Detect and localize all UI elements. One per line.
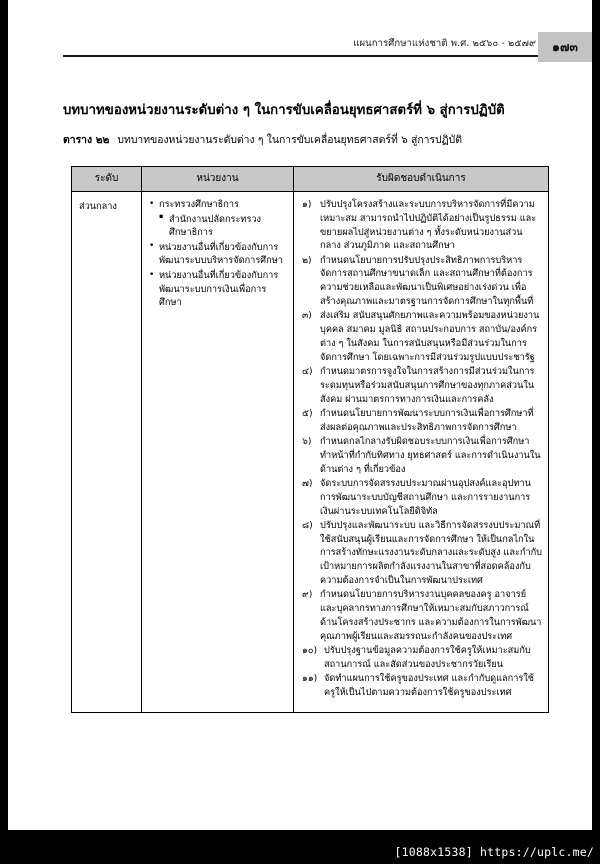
list-item-text: จัดระบบการจัดสรรงบประมาณผ่านอุปสงค์และอุปทาน การพัฒนาระบบบัญชีสถานศึกษา และการรายงานการเงินผ่านระบบเทคโนโลยีดิจิทัล [320, 477, 531, 517]
list-item [302, 198, 542, 253]
agency-list [148, 198, 288, 310]
list-item-text: ปรับปรุงฐานข้อมูลความต้องการใช้ครูให้เหมาะสมกับสถานการณ์ และสัดส่วนของประชากรวัยเรียน [324, 645, 531, 670]
list-item-number: ๓) [302, 310, 312, 322]
list-item-number: ๖) [302, 436, 312, 448]
list-item [302, 365, 542, 406]
list-item [302, 672, 542, 700]
list-item-text: ปรับปรุงและพัฒนาระบบ และวิธีการจัดสรรงบประมาณที่ใช้สนับสนุนผู้เรียนและการจัดการศึกษา ให้เป็นกลไกในการสร้างทักษะแรงงานระดับกลางและระดับสูง และกำกับเป้าหมายการผลิตกำลังแรงงานในสาขาที่สอดคล้องกับความต้องการจำเป็นในการพัฒนาประเทศ [320, 519, 542, 587]
roles-table [71, 166, 549, 713]
list-item-text: กำหนดนโยบายการพัฒนาระบบการเงินเพื่อการศึกษาที่ส่งผลต่อคุณภาพและประสิทธิภาพการจัดการศึกษา [320, 407, 534, 433]
table-caption-text: บทบาทของหน่วยงานระดับต่าง ๆ ในการขับเคลื่อนยุทธศาสตร์ที่ ๖ สู่การปฏิบัติ [117, 134, 462, 146]
table-header-level: ระดับ [72, 167, 142, 192]
table-header-row [72, 167, 549, 192]
list-item [302, 588, 542, 643]
list-item [302, 519, 542, 588]
list-item [302, 309, 542, 364]
list-item-text: กำหนดนโยบายการปรับปรุงประสิทธิภาพการบริหารจัดการสถานศึกษาขนาดเล็ก และสถานศึกษาที่ต้องการความช่วยเหลือและพัฒนาเป็นพิเศษอย่างเร่งด่วน เพื่อสร้างคุณภาพและมาตรฐานการจัดการศึกษาในทุกพื้นที่ [320, 254, 534, 308]
list-item: • หน่วยงานอื่นที่เกี่ยวข้องกับการพัฒนาระบบบริหารจัดการศึกษา [148, 241, 288, 268]
list-item-number: ๑) [302, 199, 312, 210]
list-item [302, 435, 542, 476]
list-item [302, 477, 542, 518]
list-item-text: ปรับปรุงโครงสร้างและระบบการบริหารจัดการที่มีความเหมาะสม สามารถนำไปปฏิบัติได้อย่างเป็นรูปธรรม และขยายผลไปสู่หน่วยงานต่าง ๆ ทั้งระดับหน่วยงานส่วนกลาง ส่วนภูมิภาค และสถานศึกษา [320, 199, 537, 252]
list-item-text: ส่งเสริม สนับสนุนศักยภาพและความพร้อมของหน่วยงาน บุคคล สมาคม มูลนิธิ สถานประกอบการ สถาบัน/องค์กรต่าง ๆ ในสังคม ในการสนับสนุนหรือมีส่วนร่วมในการจัดการศึกษา โดยเฉพาะการมีส่วนร่วมรูปแบบประชารัฐ [320, 310, 540, 363]
list-item-text: กำหนดมาตรการจูงใจในการสร้างการมีส่วนร่วมในการระดมทุนหรือร่วมสนับสนุนการศึกษาของทุกภาคส่วนในสังคม ผ่านมาตรการทางการเงินและการคลัง [320, 366, 535, 405]
list-item-number: ๔) [302, 366, 313, 378]
list-item-text: กำหนดกลไกลางรับผิดชอบระบบการเงินเพื่อการศึกษา ทำหน้าที่กำกับทิศทาง ยุทธศาสตร์ และการดำเนินงานในด้านต่าง ๆ ที่เกี่ยวข้อง [320, 436, 541, 475]
section-title: บทบาทของหน่วยงานระดับต่าง ๆ ในการขับเคลื่อนยุทธศาสตร์ที่ ๖ สู่การปฏิบัติ [63, 103, 505, 118]
table-caption [63, 134, 563, 148]
duty-list [302, 198, 542, 700]
running-head: แผนการศึกษาแห่งชาติ พ.ศ. ๒๕๖๐ - ๒๕๗๙ [353, 38, 536, 49]
list-item-number: ๑๑) [302, 673, 318, 685]
header-rule [63, 55, 541, 57]
document-page [8, 0, 592, 830]
table-row [72, 192, 549, 713]
watermark-text: [1088x1538] https://uplc.me/ [394, 845, 594, 859]
cell-duty [294, 192, 549, 713]
table-header-agency: หน่วยงาน [142, 167, 294, 192]
list-item [302, 254, 542, 309]
cell-level: ส่วนกลาง [72, 192, 142, 713]
list-item-text: กำหนดนโยบายการบริหารงานบุคคลของครู อาจารย์ และบุคลากรทางการศึกษาให้เหมาะสมกับสภาวการณ์ด้านโครงสร้างประชากร และความต้องการในการพัฒนาคุณภาพผู้เรียนและสมรรถนะกำลังคนของประเทศ [320, 589, 542, 642]
list-item-number: ๒) [302, 254, 312, 266]
page-number: ๑๗๓ [552, 39, 578, 54]
watermark-bar [0, 830, 600, 864]
list-item-number: ๑๐) [302, 645, 318, 656]
list-item-text: จัดทำแผนการใช้ครูของประเทศ และกำกับดูแลการใช้ครูให้เป็นไปตามความต้องการใช้ครูของประเทศ [324, 673, 535, 698]
table-caption-label: ตาราง ๒๒ [63, 134, 110, 146]
list-item [302, 407, 542, 435]
list-item: ▪ สำนักงานปลัดกระทรวงศึกษาธิการ [148, 213, 288, 240]
list-item: • กระทรวงศึกษาธิการ [148, 198, 288, 212]
page-header [8, 36, 592, 70]
list-item-number: ๗) [302, 477, 313, 489]
list-item-number: ๕) [302, 407, 313, 419]
table-header-duty: รับผิดชอบดำเนินการ [294, 167, 549, 192]
list-item [302, 644, 542, 672]
page-number-badge [538, 32, 592, 62]
list-item: • หน่วยงานอื่นที่เกี่ยวข้องกับการพัฒนาระบบการเงินเพื่อการศึกษา [148, 269, 288, 310]
list-item-number: ๘) [302, 519, 313, 531]
cell-agency [142, 192, 294, 713]
list-item-number: ๙) [302, 589, 313, 601]
